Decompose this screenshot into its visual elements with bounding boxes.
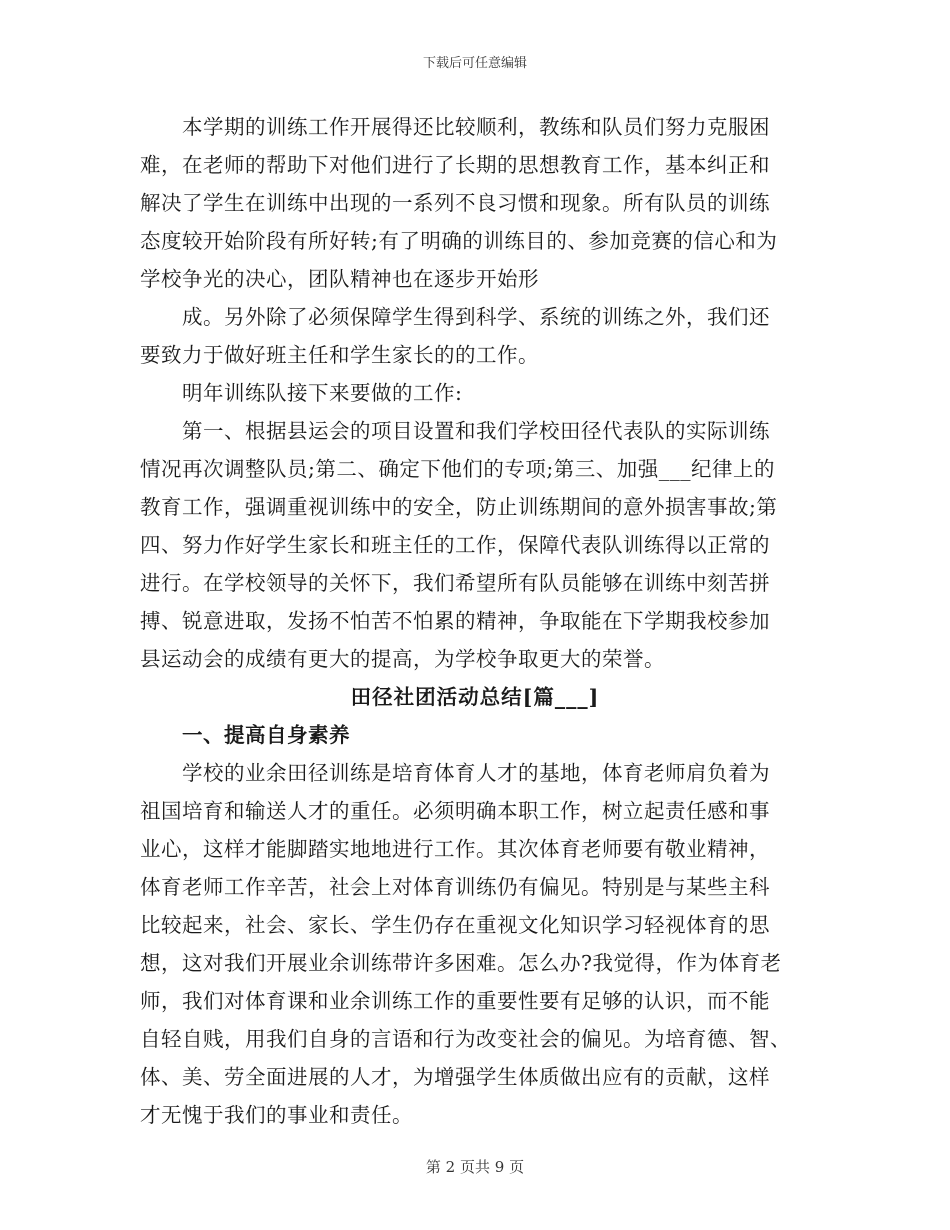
- paragraph-line: 想，这对我们开展业余训练带许多困难。怎么办?我觉得，作为体育老: [140, 951, 782, 975]
- paragraph-line: 体育老师工作辛苦，社会上对体育训练仍有偏见。特别是与某些主科: [140, 875, 770, 899]
- paragraph-line: 教育工作，强调重视训练中的安全，防止训练期间的意外损害事故;第: [140, 495, 778, 519]
- paragraph-line: 县运动会的成绩有更大的提高，为学校争取更大的荣誉。: [140, 647, 665, 671]
- paragraph-line: 明年训练队接下来要做的工作:: [182, 381, 463, 405]
- paragraph-line: 才无愧于我们的事业和责任。: [140, 1103, 413, 1127]
- paragraph-line: 学校的业余田径训练是培育体育人才的基地，体育老师肩负着为: [182, 761, 770, 785]
- paragraph-line: 要致力于做好班主任和学生家长的的工作。: [140, 343, 539, 367]
- page-number: 第 2 页共 9 页: [425, 1158, 525, 1176]
- paragraph-line: 搏、锐意进取，发扬不怕苦不怕累的精神，争取能在下学期我校参加: [140, 609, 770, 633]
- paragraph-line: 师，我们对体育课和业余训练工作的重要性要有足够的认识，而不能: [140, 989, 770, 1013]
- document-body: [140, 108, 810, 1134]
- paragraph-line: 态度较开始阶段有所好转;有了明确的训练目的、参加竞赛的信心和为: [140, 229, 778, 253]
- paragraph-line: 业心，这样才能脚踏实地地进行工作。其次体育老师要有敬业精神，: [140, 837, 770, 861]
- paragraph-line: 成。另外除了必须保障学生得到科学、系统的训练之外，我们还: [182, 305, 770, 329]
- paragraph-line: 进行。在学校领导的关怀下，我们希望所有队员能够在训练中刻苦拼: [140, 571, 770, 595]
- paragraph-line: 难，在老师的帮助下对他们进行了长期的思想教育工作，基本纠正和: [140, 153, 770, 177]
- page-header: 下载后可任意编辑: [422, 56, 527, 71]
- paragraph-line: 情况再次调整队员;第二、确定下他们的专项;第三、加强___纪律上的: [140, 457, 776, 481]
- paragraph-line: 本学期的训练工作开展得还比较顺利，教练和队员们努力克服困: [182, 115, 770, 139]
- paragraph-line: 第一、根据县运会的项目设置和我们学校田径代表队的实际训练: [182, 419, 770, 443]
- paragraph-line: 比较起来，社会、家长、学生仍存在重视文化知识学习轻视体育的思: [140, 913, 770, 937]
- paragraph-line: 祖国培育和输送人才的重任。必须明确本职工作，树立起责任感和事: [140, 799, 770, 823]
- paragraph-line: 体、美、劳全面进展的人才，为增强学生体质做出应有的贡献，这样: [140, 1065, 770, 1089]
- paragraph-line: 学校争光的决心，团队精神也在逐步开始形: [140, 267, 539, 291]
- paragraph-line: 解决了学生在训练中出现的一系列不良习惯和现象。所有队员的训练: [140, 191, 770, 215]
- paragraph-line: 自轻自贱，用我们自身的言语和行为改变社会的偏见。为培育德、智、: [140, 1027, 791, 1051]
- section-title: 田径社团活动总结[篇___]: [350, 685, 600, 709]
- subsection-heading: 一、提高自身素养: [182, 723, 350, 747]
- paragraph-line: 四、努力作好学生家长和班主任的工作，保障代表队训练得以正常的: [140, 533, 770, 557]
